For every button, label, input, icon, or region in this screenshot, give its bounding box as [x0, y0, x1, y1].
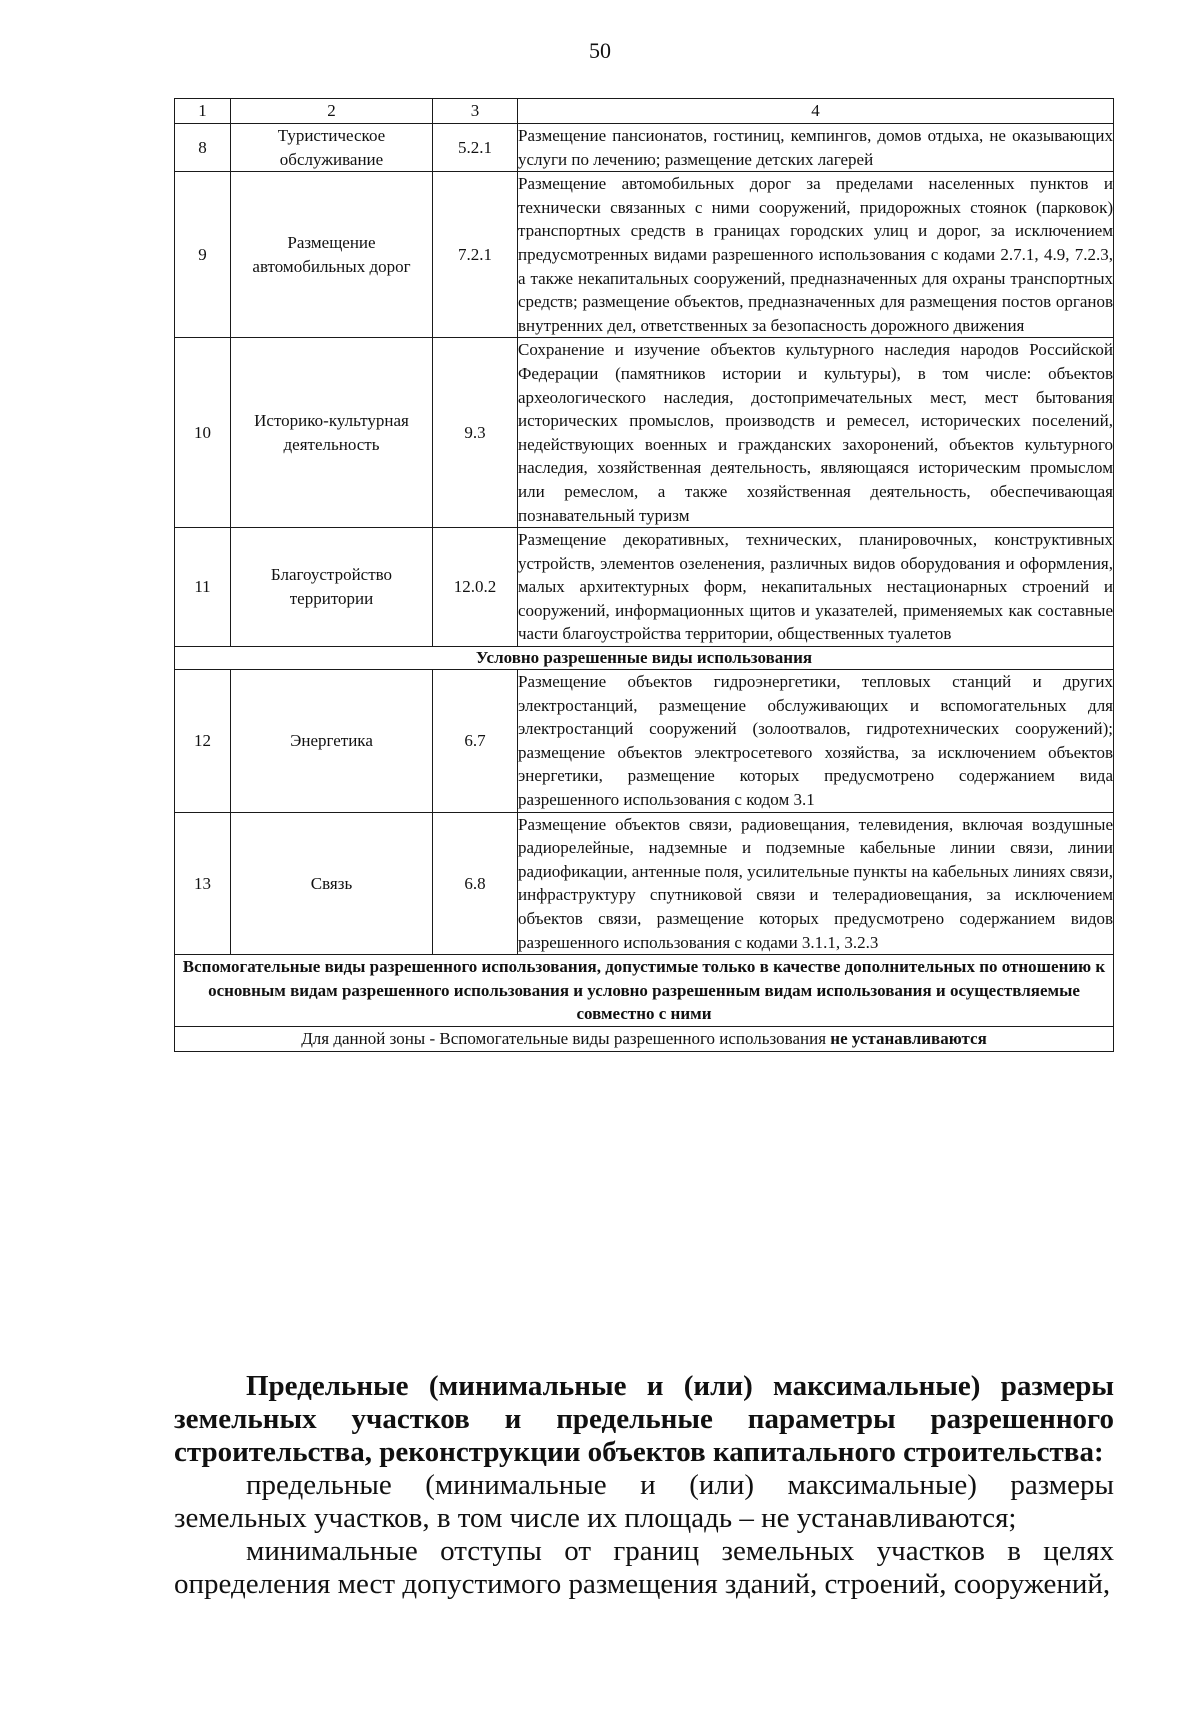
header-cell: 2	[231, 99, 433, 124]
row-number: 8	[175, 124, 231, 172]
use-type-description: Размещение декоративных, технических, планировочных, конструктивных устройств, элементов озеленения, различных видов оборудования и оформления, малых архитектурных форм, некапитальных нестационарных строений и сооружений, информационных щитов и указателей, применяемых как составные части благоустройства территории, общественных туалетов	[518, 528, 1114, 647]
table-row	[175, 812, 1114, 955]
table-row	[175, 670, 1114, 813]
paragraph: предельные (минимальные и (или) максимальные) размеры земельных участков, в том числе их площадь – не устанавливаются;	[174, 1469, 1114, 1534]
table-row	[175, 338, 1114, 528]
use-type-name: Благоустройство территории	[231, 528, 433, 647]
use-type-code: 6.8	[433, 812, 518, 955]
section-row	[175, 955, 1114, 1027]
auxiliary-note-text: Для данной зоны - Вспомогательные виды разрешенного использования	[301, 1028, 831, 1048]
use-type-description: Размещение объектов гидроэнергетики, тепловых станций и других электростанций, размещение обслуживающих и вспомогательных для электростанций сооружений (золоотвалов, гидротехнических сооружений); размещение объектов электросетевого хозяйства, за исключением объектов энергетики, размещение которых предусмотрено содержанием вида разрешенного использования с кодом 3.1	[518, 670, 1114, 813]
header-cell: 3	[433, 99, 518, 124]
use-type-code: 12.0.2	[433, 528, 518, 647]
conditional-section-title: Условно разрешенные виды использования	[175, 647, 1114, 670]
use-type-code: 5.2.1	[433, 124, 518, 172]
table-row	[175, 528, 1114, 647]
auxiliary-note-emphasis: не устанавливаются	[830, 1028, 987, 1048]
table-row	[175, 124, 1114, 172]
use-type-description: Размещение автомобильных дорог за пределами населенных пунктов и технически связанных с ними сооружений, придорожных стоянок (парковок) транспортных средств в границах городских улиц и дорог, за исключением предусмотренных видами разрешенного использования с кодами 2.7.1, 4.9, 7.2.3, а также некапитальных сооружений, предназначенных для охраны транспортных средств; размещение объектов, предназначенных для размещения постов органов внутренних дел, ответственных за безопасность дорожного движения	[518, 172, 1114, 338]
use-type-name: Связь	[231, 812, 433, 955]
land-use-table	[174, 98, 1114, 1052]
row-number: 10	[175, 338, 231, 528]
header-cell: 1	[175, 99, 231, 124]
row-number: 11	[175, 528, 231, 647]
row-number: 13	[175, 812, 231, 955]
section-heading: Предельные (минимальные и (или) максимальные) размеры земельных участков и предельные параметры разрешенного строительства, реконструкции объектов капитального строительства:	[174, 1370, 1114, 1468]
auxiliary-section-title: Вспомогательные виды разрешенного использования, допустимые только в качестве дополнительных по отношению к основным видам разрешенного использования и условно разрешенным видам использования и осуществляемые совместно с ними	[175, 955, 1114, 1027]
use-type-code: 6.7	[433, 670, 518, 813]
paragraph: минимальные отступы от границ земельных участков в целях определения мест допустимого размещения зданий, строений, сооружений,	[174, 1535, 1114, 1600]
use-type-name: Размещение автомобильных дорог	[231, 172, 433, 338]
table-row	[175, 172, 1114, 338]
header-cell: 4	[518, 99, 1114, 124]
use-type-name: Туристическое обслуживание	[231, 124, 433, 172]
use-type-description: Размещение пансионатов, гостиниц, кемпингов, домов отдыха, не оказывающих услуги по лечению; размещение детских лагерей	[518, 124, 1114, 172]
section-row	[175, 647, 1114, 670]
row-number: 9	[175, 172, 231, 338]
use-type-code: 7.2.1	[433, 172, 518, 338]
auxiliary-note	[175, 1026, 1114, 1051]
table-header-row	[175, 99, 1114, 124]
body-text	[174, 1370, 1114, 1601]
row-number: 12	[175, 670, 231, 813]
use-type-description: Сохранение и изучение объектов культурного наследия народов Российской Федерации (памятников истории и культуры), в том числе: объектов археологического наследия, достопримечательных мест, мест бытования исторических промыслов, производств и ремесел, исторических поселений, недействующих военных и гражданских захоронений, объектов культурного наследия, хозяйственная деятельность, являющаяся историческим промыслом или ремеслом, а также хозяйственная деятельность, обеспечивающая познавательный туризм	[518, 338, 1114, 528]
note-row	[175, 1026, 1114, 1051]
page-number: 50	[589, 38, 611, 63]
use-type-name: Историко-культурная деятельность	[231, 338, 433, 528]
use-type-code: 9.3	[433, 338, 518, 528]
use-type-description: Размещение объектов связи, радиовещания, телевидения, включая воздушные радиорелейные, надземные и подземные кабельные линии связи, линии радиофикации, антенные поля, усилительные пункты на кабельных линиях связи, инфраструктуру спутниковой связи и телерадиовещания, за исключением объектов связи, размещение которых предусмотрено содержанием видов разрешенного использования с кодами 3.1.1, 3.2.3	[518, 812, 1114, 955]
use-type-name: Энергетика	[231, 670, 433, 813]
